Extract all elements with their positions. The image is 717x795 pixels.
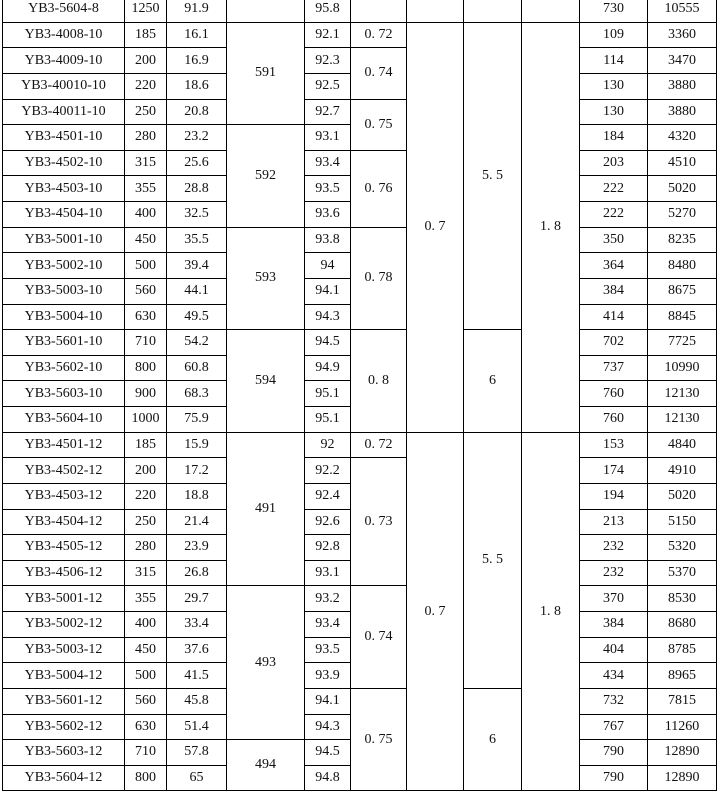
power-factor-cell: 0. 74 xyxy=(351,586,407,689)
speed-cell: 364 xyxy=(580,253,648,279)
table-row xyxy=(3,330,717,356)
power-cell: 220 xyxy=(125,483,167,509)
weight-cell: 7815 xyxy=(648,688,717,714)
power-cell: 800 xyxy=(125,765,167,791)
table-row xyxy=(3,0,717,22)
current-cell: 32.5 xyxy=(167,202,227,228)
ratio-b-cell: 5. 5 xyxy=(464,432,522,688)
efficiency-cell: 94.3 xyxy=(305,714,351,740)
efficiency-cell: 92.6 xyxy=(305,509,351,535)
frame-cell: 494 xyxy=(227,740,305,791)
model-cell: YB3-4008-10 xyxy=(3,22,125,48)
frame-cell: 491 xyxy=(227,432,305,586)
speed-cell: 384 xyxy=(580,612,648,638)
weight-cell: 10555 xyxy=(648,0,717,22)
model-cell: YB3-4502-10 xyxy=(3,150,125,176)
weight-cell: 10990 xyxy=(648,355,717,381)
weight-cell: 8845 xyxy=(648,304,717,330)
model-cell: YB3-4503-12 xyxy=(3,483,125,509)
power-factor-cell: 0. 75 xyxy=(351,99,407,150)
power-cell: 315 xyxy=(125,150,167,176)
weight-cell: 12130 xyxy=(648,381,717,407)
current-cell: 65 xyxy=(167,765,227,791)
ratio-b-cell xyxy=(464,0,522,22)
speed-cell: 153 xyxy=(580,432,648,458)
table-row xyxy=(3,586,717,612)
speed-cell: 732 xyxy=(580,688,648,714)
efficiency-cell: 92.4 xyxy=(305,483,351,509)
speed-cell: 790 xyxy=(580,740,648,766)
speed-cell: 114 xyxy=(580,48,648,74)
speed-cell: 702 xyxy=(580,330,648,356)
power-cell: 900 xyxy=(125,381,167,407)
efficiency-cell: 94.1 xyxy=(305,278,351,304)
model-cell: YB3-5604-12 xyxy=(3,765,125,791)
model-cell: YB3-5002-12 xyxy=(3,612,125,638)
power-cell: 710 xyxy=(125,740,167,766)
model-cell: YB3-5003-10 xyxy=(3,278,125,304)
speed-cell: 384 xyxy=(580,278,648,304)
weight-cell: 4840 xyxy=(648,432,717,458)
ratio-b-cell: 6 xyxy=(464,688,522,791)
table-row xyxy=(3,227,717,253)
motor-spec-table xyxy=(2,0,717,791)
frame-cell xyxy=(227,0,305,22)
weight-cell: 5150 xyxy=(648,509,717,535)
current-cell: 44.1 xyxy=(167,278,227,304)
weight-cell: 8235 xyxy=(648,227,717,253)
speed-cell: 174 xyxy=(580,458,648,484)
speed-cell: 130 xyxy=(580,73,648,99)
efficiency-cell: 92.5 xyxy=(305,73,351,99)
speed-cell: 222 xyxy=(580,176,648,202)
model-cell: YB3-40011-10 xyxy=(3,99,125,125)
model-cell: YB3-5603-12 xyxy=(3,740,125,766)
efficiency-cell: 94.3 xyxy=(305,304,351,330)
power-cell: 710 xyxy=(125,330,167,356)
ratio-c-cell: 1. 8 xyxy=(522,22,580,432)
efficiency-cell: 94 xyxy=(305,253,351,279)
speed-cell: 767 xyxy=(580,714,648,740)
power-cell: 315 xyxy=(125,560,167,586)
current-cell: 39.4 xyxy=(167,253,227,279)
power-cell: 250 xyxy=(125,99,167,125)
current-cell: 16.9 xyxy=(167,48,227,74)
model-cell: YB3-5604-8 xyxy=(3,0,125,22)
weight-cell: 3880 xyxy=(648,99,717,125)
weight-cell: 4320 xyxy=(648,125,717,151)
weight-cell: 8480 xyxy=(648,253,717,279)
table-row xyxy=(3,688,717,714)
model-cell: YB3-4504-10 xyxy=(3,202,125,228)
efficiency-cell: 92.3 xyxy=(305,48,351,74)
speed-cell: 790 xyxy=(580,765,648,791)
efficiency-cell: 92.1 xyxy=(305,22,351,48)
efficiency-cell: 93.2 xyxy=(305,586,351,612)
weight-cell: 11260 xyxy=(648,714,717,740)
current-cell: 45.8 xyxy=(167,688,227,714)
ratio-a-cell xyxy=(407,0,464,22)
power-cell: 800 xyxy=(125,355,167,381)
speed-cell: 414 xyxy=(580,304,648,330)
power-cell: 500 xyxy=(125,253,167,279)
table-row xyxy=(3,150,717,176)
weight-cell: 3470 xyxy=(648,48,717,74)
model-cell: YB3-5004-12 xyxy=(3,663,125,689)
frame-cell: 593 xyxy=(227,227,305,330)
power-factor-cell xyxy=(351,0,407,22)
frame-cell: 594 xyxy=(227,330,305,433)
power-cell: 560 xyxy=(125,278,167,304)
current-cell: 17.2 xyxy=(167,458,227,484)
power-cell: 450 xyxy=(125,637,167,663)
ratio-a-cell: 0. 7 xyxy=(407,22,464,432)
model-cell: YB3-4505-12 xyxy=(3,535,125,561)
efficiency-cell: 93.9 xyxy=(305,663,351,689)
current-cell: 35.5 xyxy=(167,227,227,253)
current-cell: 54.2 xyxy=(167,330,227,356)
weight-cell: 5320 xyxy=(648,535,717,561)
weight-cell: 5370 xyxy=(648,560,717,586)
current-cell: 29.7 xyxy=(167,586,227,612)
model-cell: YB3-4502-12 xyxy=(3,458,125,484)
table-row xyxy=(3,458,717,484)
current-cell: 25.6 xyxy=(167,150,227,176)
power-cell: 630 xyxy=(125,304,167,330)
speed-cell: 194 xyxy=(580,483,648,509)
weight-cell: 8530 xyxy=(648,586,717,612)
efficiency-cell: 95.1 xyxy=(305,407,351,433)
ratio-c-cell: 1. 8 xyxy=(522,432,580,791)
weight-cell: 8675 xyxy=(648,278,717,304)
power-factor-cell: 0. 76 xyxy=(351,150,407,227)
speed-cell: 109 xyxy=(580,22,648,48)
efficiency-cell: 93.6 xyxy=(305,202,351,228)
table-row xyxy=(3,432,717,458)
model-cell: YB3-5602-10 xyxy=(3,355,125,381)
model-cell: YB3-5001-10 xyxy=(3,227,125,253)
model-cell: YB3-5004-10 xyxy=(3,304,125,330)
frame-cell: 493 xyxy=(227,586,305,740)
model-cell: YB3-5001-12 xyxy=(3,586,125,612)
power-cell: 200 xyxy=(125,458,167,484)
efficiency-cell: 94.5 xyxy=(305,330,351,356)
current-cell: 41.5 xyxy=(167,663,227,689)
model-cell: YB3-4504-12 xyxy=(3,509,125,535)
model-cell: YB3-5601-12 xyxy=(3,688,125,714)
speed-cell: 760 xyxy=(580,381,648,407)
weight-cell: 4510 xyxy=(648,150,717,176)
table-row xyxy=(3,22,717,48)
current-cell: 18.6 xyxy=(167,73,227,99)
current-cell: 91.9 xyxy=(167,0,227,22)
ratio-b-cell: 6 xyxy=(464,330,522,433)
efficiency-cell: 94.1 xyxy=(305,688,351,714)
power-factor-cell: 0. 78 xyxy=(351,227,407,330)
power-cell: 1250 xyxy=(125,0,167,22)
speed-cell: 350 xyxy=(580,227,648,253)
model-cell: YB3-4506-12 xyxy=(3,560,125,586)
power-cell: 560 xyxy=(125,688,167,714)
efficiency-cell: 93.4 xyxy=(305,150,351,176)
efficiency-cell: 93.1 xyxy=(305,125,351,151)
current-cell: 23.9 xyxy=(167,535,227,561)
current-cell: 18.8 xyxy=(167,483,227,509)
power-cell: 185 xyxy=(125,432,167,458)
weight-cell: 5020 xyxy=(648,483,717,509)
speed-cell: 730 xyxy=(580,0,648,22)
power-factor-cell: 0. 73 xyxy=(351,458,407,586)
speed-cell: 130 xyxy=(580,99,648,125)
speed-cell: 184 xyxy=(580,125,648,151)
speed-cell: 434 xyxy=(580,663,648,689)
model-cell: YB3-4503-10 xyxy=(3,176,125,202)
efficiency-cell: 94.8 xyxy=(305,765,351,791)
current-cell: 15.9 xyxy=(167,432,227,458)
current-cell: 33.4 xyxy=(167,612,227,638)
weight-cell: 12890 xyxy=(648,740,717,766)
frame-cell: 592 xyxy=(227,125,305,228)
weight-cell: 8680 xyxy=(648,612,717,638)
power-factor-cell: 0. 74 xyxy=(351,48,407,99)
power-cell: 185 xyxy=(125,22,167,48)
weight-cell: 5020 xyxy=(648,176,717,202)
ratio-b-cell: 5. 5 xyxy=(464,22,522,330)
weight-cell: 7725 xyxy=(648,330,717,356)
speed-cell: 760 xyxy=(580,407,648,433)
speed-cell: 370 xyxy=(580,586,648,612)
speed-cell: 222 xyxy=(580,202,648,228)
speed-cell: 203 xyxy=(580,150,648,176)
power-cell: 220 xyxy=(125,73,167,99)
model-cell: YB3-4501-10 xyxy=(3,125,125,151)
table-row xyxy=(3,99,717,125)
power-cell: 355 xyxy=(125,586,167,612)
weight-cell: 8965 xyxy=(648,663,717,689)
speed-cell: 404 xyxy=(580,637,648,663)
current-cell: 23.2 xyxy=(167,125,227,151)
current-cell: 57.8 xyxy=(167,740,227,766)
model-cell: YB3-5003-12 xyxy=(3,637,125,663)
ratio-a-cell: 0. 7 xyxy=(407,432,464,791)
model-cell: YB3-4501-12 xyxy=(3,432,125,458)
power-cell: 1000 xyxy=(125,407,167,433)
power-cell: 450 xyxy=(125,227,167,253)
efficiency-cell: 93.4 xyxy=(305,612,351,638)
weight-cell: 8785 xyxy=(648,637,717,663)
power-cell: 630 xyxy=(125,714,167,740)
weight-cell: 12130 xyxy=(648,407,717,433)
weight-cell: 12890 xyxy=(648,765,717,791)
current-cell: 75.9 xyxy=(167,407,227,433)
speed-cell: 213 xyxy=(580,509,648,535)
power-cell: 250 xyxy=(125,509,167,535)
current-cell: 26.8 xyxy=(167,560,227,586)
model-cell: YB3-5601-10 xyxy=(3,330,125,356)
power-factor-cell: 0. 8 xyxy=(351,330,407,433)
model-cell: YB3-5602-12 xyxy=(3,714,125,740)
power-factor-cell: 0. 72 xyxy=(351,432,407,458)
power-cell: 500 xyxy=(125,663,167,689)
ratio-c-cell xyxy=(522,0,580,22)
speed-cell: 737 xyxy=(580,355,648,381)
power-cell: 400 xyxy=(125,612,167,638)
weight-cell: 3360 xyxy=(648,22,717,48)
power-cell: 200 xyxy=(125,48,167,74)
efficiency-cell: 93.5 xyxy=(305,176,351,202)
power-cell: 355 xyxy=(125,176,167,202)
efficiency-cell: 92.2 xyxy=(305,458,351,484)
model-cell: YB3-40010-10 xyxy=(3,73,125,99)
speed-cell: 232 xyxy=(580,535,648,561)
current-cell: 16.1 xyxy=(167,22,227,48)
table-row xyxy=(3,48,717,74)
efficiency-cell: 93.8 xyxy=(305,227,351,253)
efficiency-cell: 93.5 xyxy=(305,637,351,663)
current-cell: 37.6 xyxy=(167,637,227,663)
model-cell: YB3-5002-10 xyxy=(3,253,125,279)
weight-cell: 3880 xyxy=(648,73,717,99)
efficiency-cell: 92.8 xyxy=(305,535,351,561)
efficiency-cell: 95.8 xyxy=(305,0,351,22)
efficiency-cell: 93.1 xyxy=(305,560,351,586)
power-cell: 280 xyxy=(125,125,167,151)
weight-cell: 4910 xyxy=(648,458,717,484)
power-cell: 280 xyxy=(125,535,167,561)
efficiency-cell: 92 xyxy=(305,432,351,458)
current-cell: 68.3 xyxy=(167,381,227,407)
current-cell: 60.8 xyxy=(167,355,227,381)
efficiency-cell: 94.9 xyxy=(305,355,351,381)
efficiency-cell: 94.5 xyxy=(305,740,351,766)
current-cell: 51.4 xyxy=(167,714,227,740)
power-factor-cell: 0. 72 xyxy=(351,22,407,48)
current-cell: 20.8 xyxy=(167,99,227,125)
model-cell: YB3-5604-10 xyxy=(3,407,125,433)
speed-cell: 232 xyxy=(580,560,648,586)
weight-cell: 5270 xyxy=(648,202,717,228)
current-cell: 49.5 xyxy=(167,304,227,330)
power-cell: 400 xyxy=(125,202,167,228)
frame-cell: 591 xyxy=(227,22,305,125)
power-factor-cell: 0. 75 xyxy=(351,688,407,791)
current-cell: 28.8 xyxy=(167,176,227,202)
model-cell: YB3-4009-10 xyxy=(3,48,125,74)
efficiency-cell: 95.1 xyxy=(305,381,351,407)
current-cell: 21.4 xyxy=(167,509,227,535)
model-cell: YB3-5603-10 xyxy=(3,381,125,407)
efficiency-cell: 92.7 xyxy=(305,99,351,125)
